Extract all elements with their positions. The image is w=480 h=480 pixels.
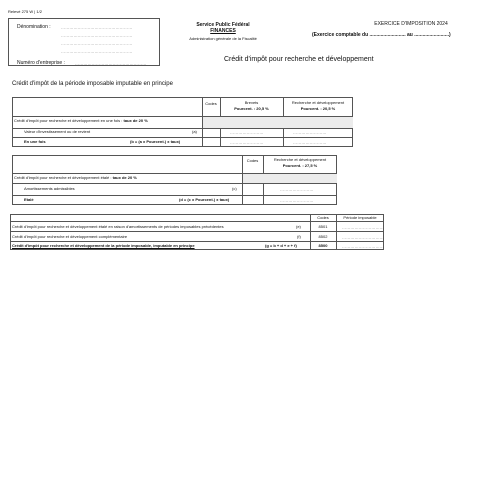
exercise-period[interactable]: (Exercice comptable du .......................... au .........................) (312, 32, 451, 38)
table1-rd-rate: Pourcent. : 20,5 % (300, 106, 336, 111)
table3-row-f-ref: (f) (297, 234, 301, 239)
table1-rd-header: Recherche et développement (291, 100, 345, 105)
service-name: Service Public Fédéral (196, 22, 250, 28)
table2-row-title-text: Crédit d'impôt pour recherche et développement étalé : (14, 175, 112, 180)
enterprise-number-label: Numéro d'entreprise : (17, 60, 65, 66)
table3-row-f-label: Crédit d'impôt pour recherche et développement complémentaire (12, 234, 128, 239)
table1-row-title-text: Crédit d'impôt pour recherche et développement en une fois : (14, 118, 123, 123)
table3-row-g-ref: (g = b + d + e + f) (265, 243, 297, 248)
finances-name: FINANCES (210, 28, 236, 34)
denomination-field-line-3[interactable]: …………………………………………… (61, 41, 133, 46)
table1-brevets-rate: Pourcent. : 20,5 % (234, 106, 269, 111)
table1-codes-header: Codes (205, 101, 217, 106)
denomination-field-line-2[interactable]: …………………………………………… (61, 33, 133, 38)
enterprise-number-field[interactable]: …………………………………………… (75, 61, 147, 66)
denomination-label: Dénomination : (17, 24, 51, 30)
table3-row-f-code: 8502 (318, 234, 328, 239)
table2-total-formula: (d = (c x Pourcent.) x taux) (179, 197, 230, 202)
table3-row-e-label: Crédit d'impôt pour recherche et développement étalé en raison d'amortissements de périodes imposables précédentes (12, 224, 224, 229)
table3-row-e-code: 8501 (318, 224, 328, 229)
table3-row-g-label: Crédit d'impôt pour recherche et développement de la période imposable, imputable en principe (12, 243, 195, 248)
form-reference: Relevé 275 W | 1/2 (8, 9, 42, 14)
table1-row-title-rate: taux de 20 % (123, 118, 148, 123)
table3-row-e-ref: (e) (296, 224, 301, 229)
table2-codes-header: Codes (246, 158, 259, 163)
exercise-title: EXERCICE D'IMPOSITION 2024 (374, 21, 448, 27)
table3-period-header: Période imposable (343, 215, 377, 220)
table2-total-label: Etalé (24, 197, 34, 202)
table3-row-g-field[interactable]: ………………………… (342, 244, 384, 249)
table1-total-label: En une fois (24, 139, 46, 144)
identification-box (8, 18, 160, 66)
table2-rd-rate: Pourcent. : 27,5 % (282, 163, 318, 168)
table1-row-title (14, 118, 148, 123)
table1-total-rd-field[interactable]: …………………… (293, 140, 327, 145)
table1-total-formula: (b = (a x Pourcent.) x taux) (130, 139, 181, 144)
section-title: Crédit d'impôt de la période imposable imputable en principe (12, 81, 173, 87)
table3-codes-header: Codes (317, 215, 329, 220)
table2-total-field[interactable]: …………………… (280, 198, 314, 203)
table2-amort-field[interactable]: …………………… (280, 187, 314, 192)
table2-row-title-rate: taux de 20 % (112, 175, 137, 180)
administration-name: Administration générale de la Fiscalité (189, 36, 257, 41)
denomination-field-line-1[interactable]: …………………………………………… (61, 25, 133, 30)
form-title: Crédit d'impôt pour recherche et développement (224, 56, 374, 63)
table1-total-brevets-field[interactable]: …………………… (230, 140, 264, 145)
denomination-field-line-4[interactable]: …………………………………………… (61, 49, 133, 54)
table2-row-title (14, 175, 137, 180)
table3-row-f-field[interactable]: ………………………… (342, 235, 384, 240)
table1-value-label: Valeur d'investissement ou de revient (24, 129, 91, 134)
table2-rd-header: Recherche et développement (273, 157, 327, 162)
table2-amort-ref: (c) (232, 186, 237, 191)
table1-value-brevets-field[interactable]: …………………… (230, 130, 264, 135)
table3-row-e-field[interactable]: ………………………… (342, 225, 384, 230)
table1-value-ref: (a) (192, 129, 197, 134)
table3-row-g-code: 8500 (318, 243, 328, 248)
table1-value-rd-field[interactable]: …………………… (293, 130, 327, 135)
table1-brevets-header: Brevets (244, 100, 259, 105)
table2-amort-label: Amortissements admissibles (24, 186, 75, 191)
